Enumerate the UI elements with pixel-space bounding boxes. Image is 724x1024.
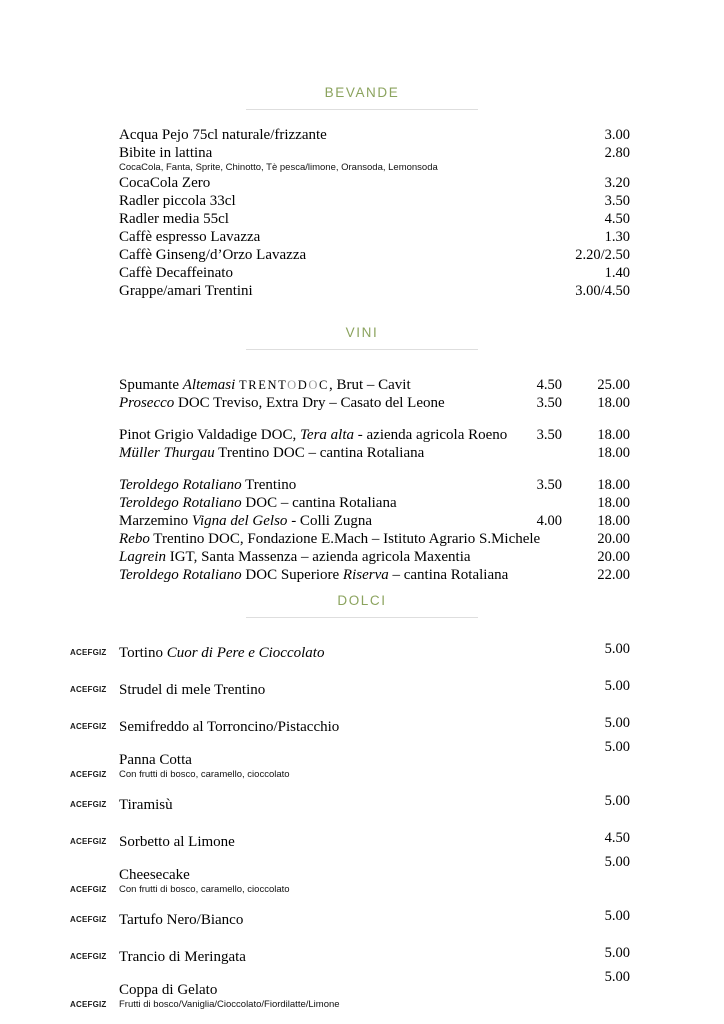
- item-main: [119, 681, 510, 699]
- menu-item-row: [119, 144, 630, 174]
- section-divider: [246, 109, 478, 110]
- item-price-glass: [500, 444, 562, 462]
- item-price-bottle: 25.00: [597, 377, 630, 393]
- allergen-code: ACEFGIZ: [70, 770, 107, 779]
- wine-item-row: [119, 394, 630, 412]
- wine-item-row: [119, 548, 630, 566]
- item-name: Acqua Pejo 75cl naturale/frizzante: [119, 127, 327, 143]
- item-prices: [500, 476, 630, 494]
- item-main: [119, 192, 510, 210]
- item-main: [119, 126, 510, 144]
- item-prices: [500, 566, 630, 584]
- item-price-glass: [500, 566, 562, 584]
- item-description: Con frutti di bosco, caramello, cioccolato: [119, 769, 290, 780]
- item-price: 3.00: [604, 127, 630, 143]
- item-price-bottle: 18.00: [597, 513, 630, 529]
- bevande-item-list: [0, 126, 724, 300]
- item-name: Tiramisù: [119, 797, 173, 813]
- item-main: [119, 494, 500, 512]
- menu-item-row: [119, 174, 630, 192]
- item-main: [119, 264, 510, 282]
- section-title-vini: VINI: [345, 325, 379, 340]
- item-name: Prosecco DOC Treviso, Extra Dry – Casato del Leone: [119, 395, 445, 411]
- item-price: 1.30: [604, 229, 630, 245]
- menu-item-row: [119, 126, 630, 144]
- item-price-glass: 3.50: [536, 477, 562, 493]
- section-title-bevande: BEVANDE: [324, 85, 400, 100]
- allergen-code: ACEFGIZ: [70, 952, 107, 961]
- item-price-bottle: 22.00: [597, 567, 630, 583]
- item-main: [119, 530, 541, 548]
- item-price: 4.50: [604, 211, 630, 227]
- item-main: [119, 948, 510, 966]
- menu-item-row: [119, 192, 630, 210]
- item-price-bottle: 18.00: [597, 395, 630, 411]
- allergen-code: ACEFGIZ: [70, 648, 107, 657]
- item-main: [119, 566, 509, 584]
- item-price-glass: [500, 494, 562, 512]
- item-main: [119, 476, 500, 494]
- item-price: 5.00: [604, 793, 630, 809]
- item-prices: [500, 444, 630, 462]
- dessert-item-row: [70, 944, 630, 970]
- item-price-bottle: 20.00: [597, 531, 630, 547]
- item-price-bottle: 18.00: [597, 445, 630, 461]
- item-price: 5.00: [604, 969, 630, 985]
- item-main: [119, 751, 510, 781]
- wine-item-row: [119, 530, 630, 548]
- item-price: 5.00: [604, 739, 630, 755]
- section-dolci: [0, 592, 724, 1022]
- item-main: [119, 444, 500, 462]
- item-name-emphasis: Cuor di Pere e Cioccolato: [166, 645, 325, 661]
- wine-item-row: [119, 494, 630, 512]
- item-main: [119, 174, 510, 192]
- item-name-emphasis: Vigna del Gelso: [191, 513, 288, 529]
- item-name-emphasis: Teroldego Rotaliano: [119, 495, 242, 511]
- item-price-bottle: 20.00: [597, 549, 630, 565]
- item-main: [119, 866, 510, 896]
- item-main: [119, 210, 510, 228]
- item-name: Spumante Altemasi TRENTODOC, Brut – Cavit: [119, 377, 411, 393]
- dessert-item-row: [70, 792, 630, 818]
- item-price-glass: [500, 548, 562, 566]
- item-price-glass: 3.50: [536, 427, 562, 443]
- item-name: CocaCola Zero: [119, 175, 211, 191]
- item-name: Radler media 55cl: [119, 211, 229, 227]
- item-main: [119, 796, 510, 814]
- vini-item-list: [0, 376, 724, 584]
- item-name: Pinot Grigio Valdadige DOC, Tera alta - azienda agricola Roeno: [119, 427, 508, 443]
- item-price: 3.00/4.50: [575, 283, 630, 299]
- item-name: Semifreddo al Torroncino/Pistacchio: [119, 719, 340, 735]
- menu-item-row: [119, 264, 630, 282]
- wine-item-row: [119, 566, 630, 584]
- item-name-emphasis: Teroldego Rotaliano: [119, 477, 242, 493]
- section-header-dolci: [0, 592, 724, 618]
- allergen-code: ACEFGIZ: [70, 722, 107, 731]
- item-name: Caffè Decaffeinato: [119, 265, 233, 281]
- allergen-code: ACEFGIZ: [70, 837, 107, 846]
- item-price: 5.00: [604, 945, 630, 961]
- section-divider: [246, 617, 478, 618]
- item-prices: [500, 512, 630, 530]
- item-price-glass: 3.50: [536, 395, 562, 411]
- item-name: Marzemino Vigna del Gelso - Colli Zugna: [119, 513, 373, 529]
- item-price: 3.50: [604, 193, 630, 209]
- item-main: [119, 246, 510, 264]
- dessert-item-row: [70, 677, 630, 703]
- item-description: Con frutti di bosco, caramello, cioccolato: [119, 884, 290, 895]
- dessert-item-row: [70, 640, 630, 666]
- item-name-emphasis: Rebo: [119, 531, 150, 547]
- item-name: Teroldego Rotaliano DOC Superiore Riserva – cantina Rotaliana: [119, 567, 509, 583]
- item-price-glass: [500, 530, 562, 548]
- item-name: Strudel di mele Trentino: [119, 682, 266, 698]
- item-name: Tortino Cuor di Pere e Cioccolato: [119, 645, 325, 661]
- item-prices: [500, 494, 630, 512]
- item-price-bottle: 18.00: [597, 477, 630, 493]
- trentodoc-logotype: TRENTODOC: [239, 378, 329, 392]
- item-main: [119, 833, 510, 851]
- item-main: [119, 376, 500, 394]
- item-name: Trancio di Meringata: [119, 949, 246, 965]
- item-name-emphasis: Tera alta: [299, 427, 355, 443]
- item-name-emphasis: Altemasi: [182, 377, 236, 393]
- wine-item-row: [119, 376, 630, 394]
- item-main: [119, 644, 510, 662]
- dessert-item-row: [70, 907, 630, 933]
- item-main: [119, 512, 500, 530]
- allergen-code: ACEFGIZ: [70, 685, 107, 694]
- wine-item-row: [119, 476, 630, 494]
- item-main: [119, 394, 500, 412]
- item-price: 3.20: [604, 175, 630, 191]
- item-name: Rebo Trentino DOC, Fondazione E.Mach – Istituto Agrario S.Michele: [119, 531, 541, 547]
- item-name: Müller Thurgau Trentino DOC – cantina Rotaliana: [119, 445, 425, 461]
- item-main: [119, 282, 510, 300]
- item-name: Bibite in lattina: [119, 145, 213, 161]
- item-name-emphasis: Riserva: [342, 567, 389, 583]
- menu-item-row: [119, 246, 630, 264]
- item-prices: [500, 394, 630, 412]
- item-price: 5.00: [604, 908, 630, 924]
- wine-item-row: [119, 426, 630, 444]
- item-name: Caffè Ginseng/d’Orzo Lavazza: [119, 247, 307, 263]
- item-price: 5.00: [604, 854, 630, 870]
- item-prices: [500, 548, 630, 566]
- item-name: Tartufo Nero/Bianco: [119, 912, 244, 928]
- allergen-code: ACEFGIZ: [70, 885, 107, 894]
- item-price: 4.50: [604, 830, 630, 846]
- item-name: Cheesecake: [119, 867, 190, 883]
- item-name: Coppa di Gelato: [119, 982, 218, 998]
- item-main: [119, 548, 500, 566]
- item-name: Grappe/amari Trentini: [119, 283, 253, 299]
- allergen-code: ACEFGIZ: [70, 1000, 107, 1009]
- section-header-bevande: [0, 84, 724, 110]
- item-price: 2.80: [604, 145, 630, 161]
- item-description: CocaCola, Fanta, Sprite, Chinotto, Tè pesca/limone, Oransoda, Lemonsoda: [119, 162, 438, 173]
- section-divider: [246, 349, 478, 350]
- item-name: Radler piccola 33cl: [119, 193, 236, 209]
- item-price-bottle: 18.00: [597, 495, 630, 511]
- item-main: [119, 981, 510, 1011]
- item-main: [119, 426, 508, 444]
- item-main: [119, 228, 510, 246]
- menu-item-row: [119, 282, 630, 300]
- item-main: [119, 911, 510, 929]
- item-name: Panna Cotta: [119, 752, 192, 768]
- dessert-item-row: [70, 714, 630, 740]
- section-header-vini: [0, 324, 724, 350]
- dessert-item-row: [70, 829, 630, 855]
- item-price: 5.00: [604, 678, 630, 694]
- item-price-glass: 4.00: [536, 513, 562, 529]
- item-name: Teroldego Rotaliano Trentino: [119, 477, 297, 493]
- wine-item-row: [119, 512, 630, 530]
- item-prices: [500, 426, 630, 444]
- item-name-emphasis: Teroldego Rotaliano: [119, 567, 242, 583]
- item-price: 5.00: [604, 641, 630, 657]
- menu-item-row: [119, 228, 630, 246]
- item-prices: [500, 376, 630, 394]
- menu-item-row: [119, 210, 630, 228]
- dolci-item-list: [0, 640, 724, 1011]
- allergen-code: ACEFGIZ: [70, 800, 107, 809]
- dessert-item-row: [70, 854, 630, 896]
- item-name: Sorbetto al Limone: [119, 834, 235, 850]
- item-name-emphasis: Prosecco: [119, 395, 175, 411]
- item-name-emphasis: Lagrein: [119, 549, 166, 565]
- item-price-bottle: 18.00: [597, 427, 630, 443]
- item-price: 5.00: [604, 715, 630, 731]
- dessert-item-row: [70, 739, 630, 781]
- item-price: 2.20/2.50: [575, 247, 630, 263]
- section-vini: [0, 324, 724, 584]
- group-spacer: [119, 412, 630, 426]
- section-title-dolci: DOLCI: [337, 593, 387, 608]
- item-main: [119, 718, 510, 736]
- wine-item-row: [119, 444, 630, 462]
- section-bevande: [0, 84, 724, 300]
- item-prices: [500, 530, 630, 548]
- item-description: Frutti di bosco/Vaniglia/Cioccolato/Fiordilatte/Limone: [119, 999, 340, 1010]
- item-price-glass: 4.50: [536, 377, 562, 393]
- item-name: Lagrein IGT, Santa Massenza – azienda agricola Maxentia: [119, 549, 471, 565]
- allergen-code: ACEFGIZ: [70, 915, 107, 924]
- item-price: 1.40: [604, 265, 630, 281]
- item-name-emphasis: Müller Thurgau: [119, 445, 215, 461]
- group-spacer: [119, 462, 630, 476]
- item-name: Caffè espresso Lavazza: [119, 229, 261, 245]
- item-main: [119, 144, 510, 174]
- dessert-item-row: [70, 969, 630, 1011]
- item-name: Teroldego Rotaliano DOC – cantina Rotaliana: [119, 495, 397, 511]
